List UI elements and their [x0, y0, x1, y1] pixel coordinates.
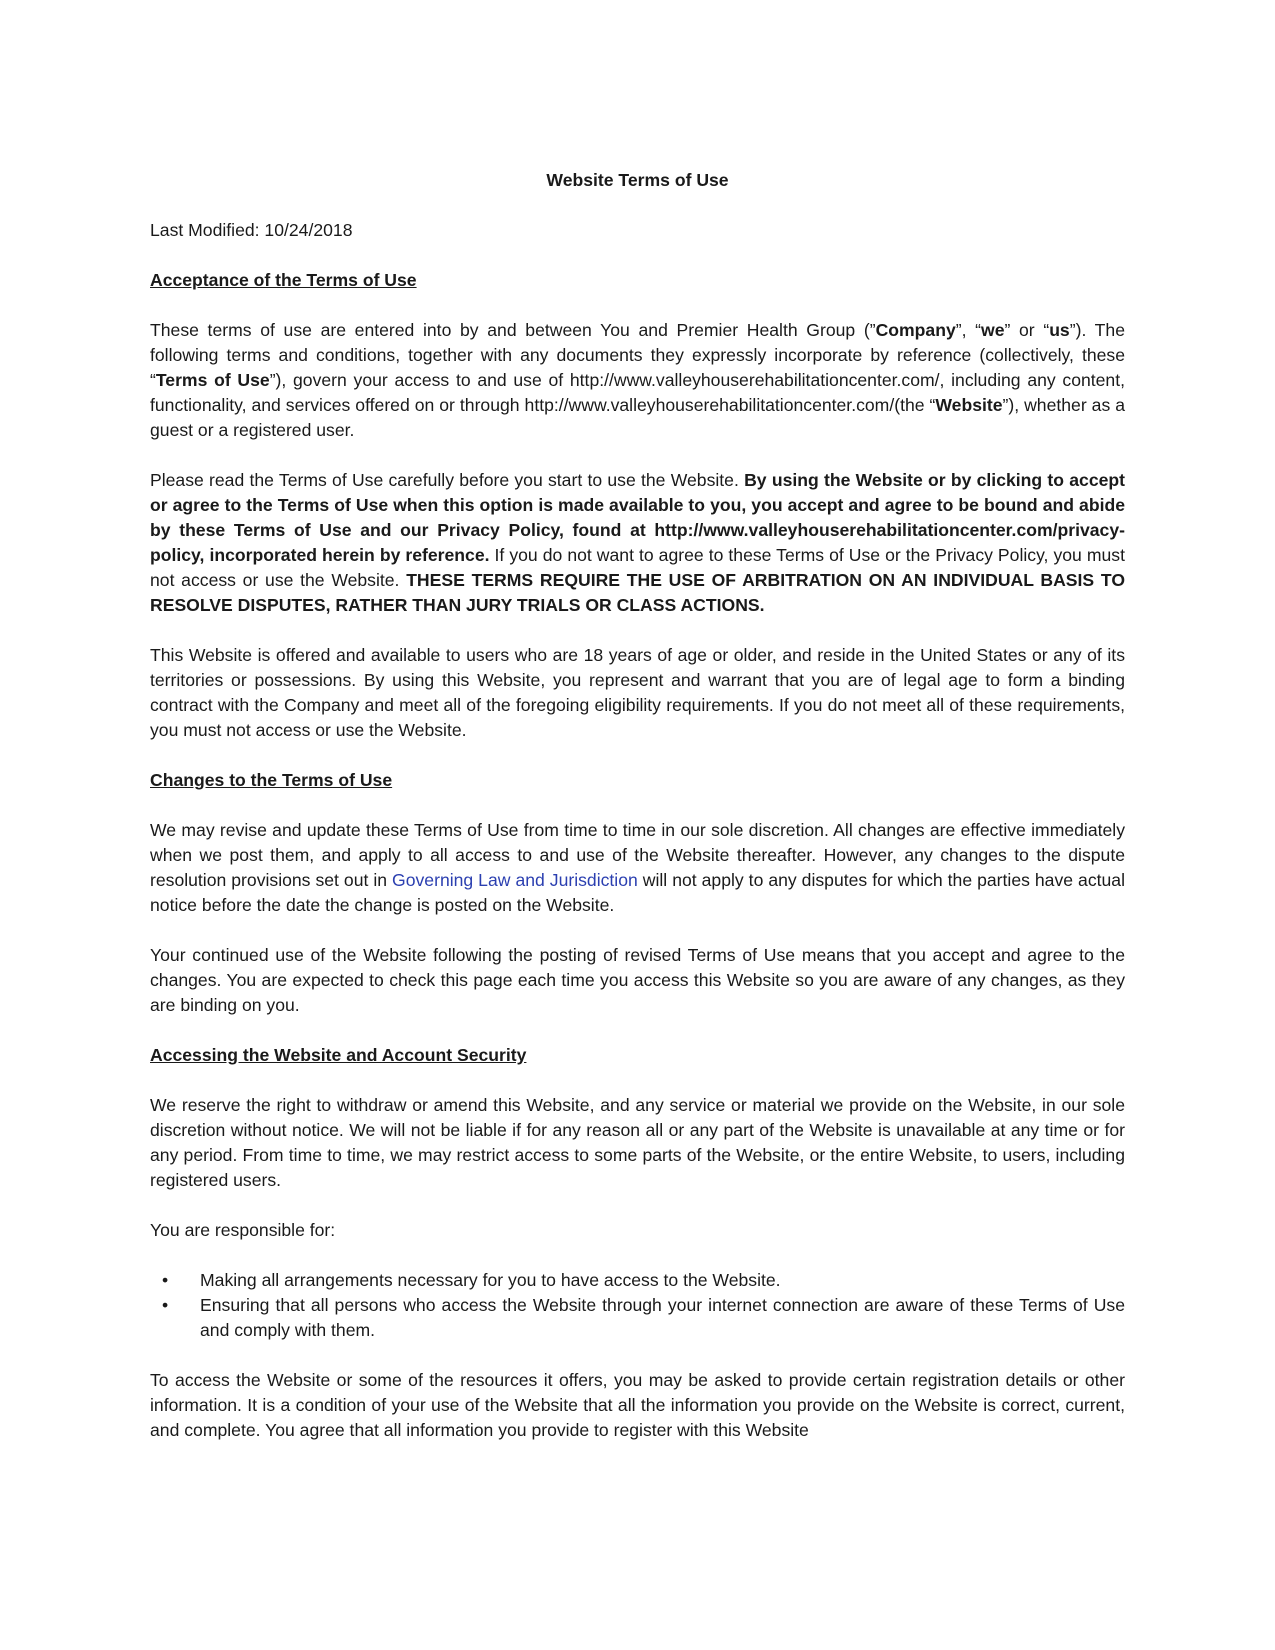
bold-agreement-text: By using the Website or by clicking to accept or agree to the Terms of Use when this option is made available to you, you accept and agree to be bound and abide by these Terms of Use and our Privacy Policy, found at http://www.valleyhouserehabilitationcenter.com/privacy-policy, incorporated herein by reference.: [150, 470, 1125, 565]
paragraph-revisions: [150, 818, 1125, 918]
section-heading-acceptance: Acceptance of the Terms of Use: [150, 270, 417, 290]
document-title: Website Terms of Use: [546, 170, 729, 190]
list-item-text: Making all arrangements necessary for you to have access to the Website.: [200, 1270, 781, 1290]
list-item-text: Ensuring that all persons who access the Website through your internet connection are aware of these Terms of Use and comply with them.: [200, 1295, 1125, 1340]
term-we: we: [981, 320, 1005, 340]
bullet-icon: •: [162, 1295, 169, 1315]
text-run: If you do not want to agree to these Terms of Use or the Privacy Policy, you must not access or use the Website.: [150, 545, 1125, 590]
term-company: Company: [875, 320, 956, 340]
bullet-icon: •: [162, 1270, 169, 1290]
paragraph-responsible-intro: You are responsible for:: [150, 1220, 336, 1240]
governing-law-link[interactable]: Governing Law and Jurisdiction: [392, 870, 638, 890]
paragraph-parties: [150, 318, 1125, 443]
last-modified-date: Last Modified: 10/24/2018: [150, 220, 353, 240]
text-run: ” or “: [1004, 320, 1050, 340]
section-heading-accessing: Accessing the Website and Account Security: [150, 1045, 527, 1065]
text-run: ”, “: [955, 320, 982, 340]
text-run: ”). The following terms and conditions, together with any documents they expressly incorporate by reference (collectively, these “: [150, 320, 1126, 390]
text-run: ”), govern your access to and use of http://www.valleyhouserehabilitationcenter.com/, including any content, functionality, and services offered on or through http://www.valleyhouserehabilitationcenter.com/(the “: [150, 370, 1125, 415]
paragraph-agreement: [150, 468, 1125, 618]
term-terms-of-use: Terms of Use: [155, 370, 270, 390]
paragraph-eligibility: This Website is offered and available to users who are 18 years of age or older, and reside in the United States or any of its territories or possessions. By using this Website, you represent and warrant that you are of legal age to form a binding contract with the Company and meet all of the foregoing eligibility requirements. If you do not meet all of these requirements, you must not access or use the Website.: [150, 645, 1125, 740]
document-page: [150, 168, 1125, 1443]
term-us: us: [1049, 320, 1070, 340]
responsibilities-list: [150, 1268, 1125, 1343]
text-run: will not apply to any disputes for which the parties have actual notice before the date the change is posted on the Website.: [150, 870, 1125, 915]
text-run: ”), whether as a guest or a registered user.: [150, 395, 1126, 440]
arbitration-notice: THESE TERMS REQUIRE THE USE OF ARBITRATION ON AN INDIVIDUAL BASIS TO RESOLVE DISPUTES, RATHER THAN JURY TRIALS OR CLASS ACTIONS.: [150, 570, 1126, 615]
list-item: [150, 1268, 1125, 1293]
paragraph-registration: To access the Website or some of the resources it offers, you may be asked to provide certain registration details or other information. It is a condition of your use of the Website that all the information you provide on the Website is correct, current, and complete. You agree that all information you provide to register with this Website: [150, 1370, 1125, 1440]
paragraph-continued-use: Your continued use of the Website following the posting of revised Terms of Use means that you accept and agree to the changes. You are expected to check this page each time you access this Website so you are aware of any changes, as they are binding on you.: [150, 945, 1125, 1015]
text-run: Please read the Terms of Use carefully before you start to use the Website.: [150, 470, 745, 490]
text-run: These terms of use are entered into by and between You and Premier Health Group (”: [150, 320, 876, 340]
text-run: We may revise and update these Terms of Use from time to time in our sole discretion. All changes are effective immediately when we post them, and apply to all access to and use of the Website thereafter. However, any changes to the dispute resolution provisions set out in: [150, 820, 1125, 890]
list-item: [150, 1293, 1125, 1343]
paragraph-withdraw: We reserve the right to withdraw or amend this Website, and any service or material we provide on the Website, in our sole discretion without notice. We will not be liable if for any reason all or any part of the Website is unavailable at any time or for any period. From time to time, we may restrict access to some parts of the Website, or the entire Website, to users, including registered users.: [150, 1095, 1125, 1190]
term-website: Website: [935, 395, 1003, 415]
section-heading-changes: Changes to the Terms of Use: [150, 770, 393, 790]
